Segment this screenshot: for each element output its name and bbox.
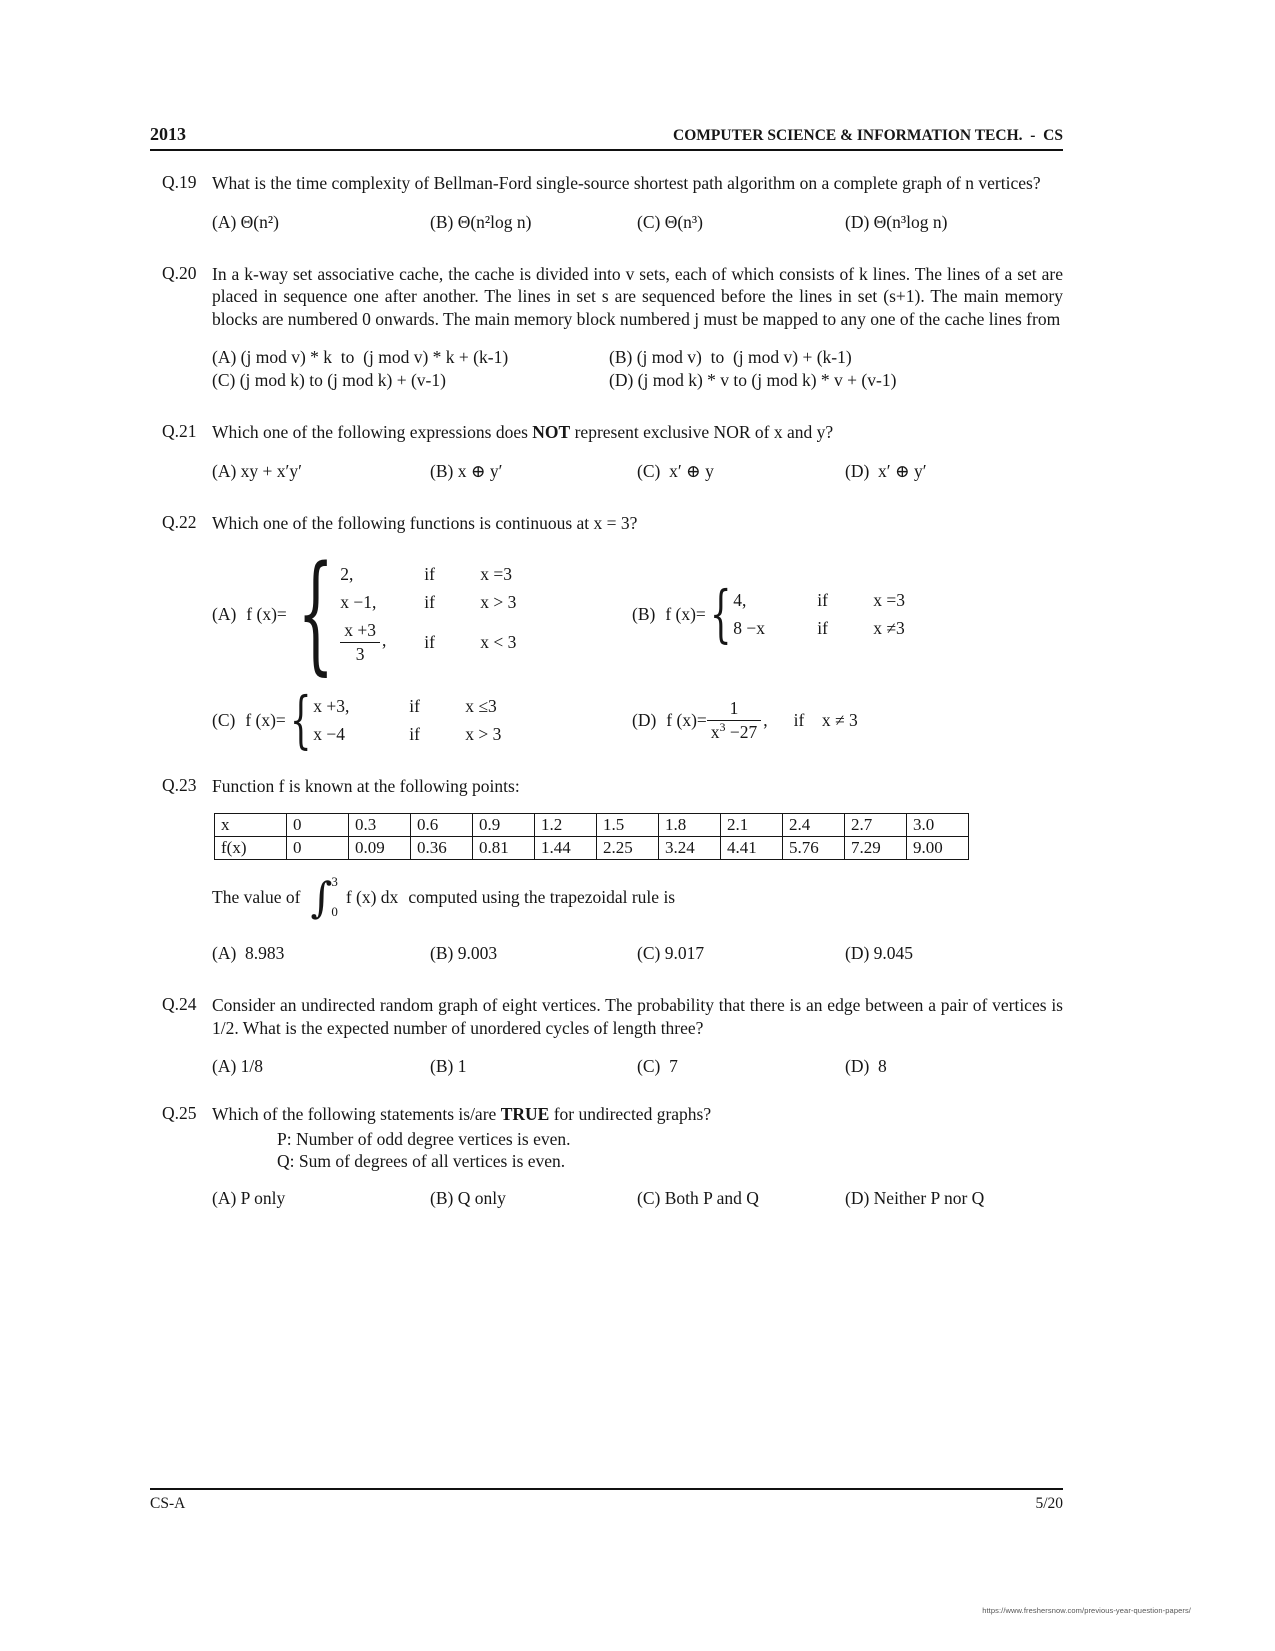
question-text	[212, 421, 1063, 444]
function-points-table	[214, 813, 969, 860]
question-number: Q.19	[162, 172, 197, 192]
curly-brace	[297, 560, 334, 669]
piecewise-cases	[313, 693, 501, 749]
case-row	[733, 586, 905, 614]
options-row	[212, 460, 1063, 482]
option: (D) Θ(n³log n)	[845, 211, 948, 232]
page-footer	[150, 1488, 1063, 1513]
question-text: What is the time complexity of Bellman-Ford single-source shortest path algorithm on a complete graph of n vertices?	[212, 173, 1041, 193]
option-a-function	[212, 560, 632, 669]
statement: P: Number of odd degree vertices is even.	[277, 1128, 571, 1149]
fx-equals: f (x)=	[665, 603, 706, 624]
question-text-pre: Which one of the following expressions does	[212, 422, 533, 442]
question-q20	[150, 263, 1063, 392]
question-number: Q.21	[162, 421, 197, 441]
fraction-denominator: 3	[340, 642, 380, 665]
question-number: Q.24	[162, 994, 197, 1015]
option: (D) (j mod k) * v to (j mod k) * v + (v-1)	[609, 370, 897, 390]
footer-paper-code: CS-A	[150, 1495, 186, 1512]
options-row	[212, 1055, 1063, 1077]
case-condition: x < 3	[480, 631, 517, 652]
option: (C) 7	[637, 1056, 678, 1077]
table-cell: 1.44	[535, 837, 597, 860]
table-row-x	[215, 814, 969, 837]
table-cell: 0.9	[473, 814, 535, 837]
fx-equals: f (x)=	[666, 710, 707, 731]
option: (D) 8	[845, 1056, 887, 1077]
case-expression: x −1,	[340, 591, 377, 612]
question-q22	[150, 512, 1063, 749]
fraction-denominator	[707, 720, 762, 743]
case-if: if	[424, 591, 435, 612]
page-header	[150, 124, 1063, 151]
case-condition: x =3	[480, 563, 512, 584]
den-rest: −27	[725, 722, 758, 743]
table-cell: 0.81	[473, 837, 535, 860]
table-cell: 0.09	[349, 837, 411, 860]
fraction-numerator: 1	[729, 698, 739, 719]
statements-list	[277, 1128, 1063, 1173]
integral-lower-limit: 0	[331, 904, 338, 920]
fx-equals: f (x)=	[246, 603, 287, 624]
table-cell: f(x)	[215, 837, 287, 860]
option-b-function	[632, 586, 1063, 642]
option: (B) 1	[430, 1056, 467, 1077]
table-row-fx	[215, 837, 969, 860]
option-label: (B)	[632, 603, 656, 624]
case-expression: x −4	[313, 724, 346, 745]
case-if: if	[409, 696, 420, 717]
question-text: Consider an undirected random graph of eight vertices. The probability that there is an edge between a pair of vertices is 1/2. What is the expected number of unordered cycles of length three?	[212, 995, 1063, 1038]
table-cell: 3.0	[907, 814, 969, 837]
statement: Q: Sum of degrees of all vertices is even.	[277, 1151, 566, 1172]
options-grid	[212, 346, 1063, 391]
fraction	[340, 620, 380, 665]
den-superscript: 3	[719, 720, 726, 735]
table-cell: 4.41	[721, 837, 783, 860]
option: (A) Θ(n²)	[212, 211, 279, 232]
option-d-function	[632, 698, 1063, 743]
table-cell: 2.1	[721, 814, 783, 837]
case-expression: 2,	[340, 563, 354, 584]
piecewise-cases	[733, 586, 905, 642]
case-condition: x =3	[873, 589, 906, 610]
case-condition: x ≤3	[465, 696, 497, 717]
question-text: Which one of the following functions is continuous at x = 3?	[212, 512, 638, 533]
case-row	[733, 614, 905, 642]
table-cell: 1.5	[597, 814, 659, 837]
option: (A) (j mod v) * k to (j mod v) * k + (k-1)	[212, 347, 509, 367]
case-row	[313, 721, 501, 749]
table-cell: 7.29	[845, 837, 907, 860]
options-row	[212, 1187, 1063, 1209]
table-cell: 1.8	[659, 814, 721, 837]
option: (A) 8.983	[212, 943, 285, 964]
question-text-pre: Which of the following statements is/are	[212, 1104, 501, 1125]
table-cell: 2.25	[597, 837, 659, 860]
table-cell: 0.36	[411, 837, 473, 860]
case-condition: x > 3	[480, 591, 517, 612]
question-number: Q.25	[162, 1103, 197, 1124]
table-cell: 0.6	[411, 814, 473, 837]
question-text-post: for undirected graphs?	[549, 1104, 712, 1125]
case-if: if	[817, 617, 828, 638]
header-year: 2013	[150, 124, 186, 144]
table-cell: 5.76	[783, 837, 845, 860]
table-cell: 3.24	[659, 837, 721, 860]
option: (A) P only	[212, 1187, 286, 1208]
question-q24	[150, 994, 1063, 1077]
question-number: Q.22	[162, 511, 197, 532]
question-q21	[150, 421, 1063, 482]
option: (B) Q only	[430, 1187, 506, 1208]
option: (B) (j mod v) to (j mod v) + (k-1)	[609, 347, 852, 367]
option: (A) 1/8	[212, 1056, 264, 1077]
footer-page-number: 5/20	[1035, 1495, 1063, 1512]
option: (D) Neither P nor Q	[845, 1187, 985, 1208]
comma: ,	[381, 630, 387, 651]
option: (C) Θ(n³)	[637, 211, 703, 232]
piecewise-cases	[340, 560, 516, 668]
option: (B) x ⊕ y′	[430, 460, 503, 481]
option: (C) (j mod k) to (j mod k) + (v-1)	[212, 370, 446, 390]
option: (B) 9.003	[430, 943, 498, 964]
option: (C) x′ ⊕ y	[637, 460, 714, 481]
case-row	[340, 616, 516, 668]
question-text-post: represent exclusive NOR of x and y?	[570, 422, 834, 442]
table-cell: 2.4	[783, 814, 845, 837]
integral-limits	[331, 874, 338, 920]
den-base: x	[710, 722, 720, 743]
fraction	[707, 698, 762, 743]
option: (C) 9.017	[637, 943, 705, 964]
case-if: if	[409, 724, 420, 745]
option: (C) Both P and Q	[637, 1187, 759, 1208]
integral-pre-text: The value of	[212, 886, 301, 907]
integral-upper-limit: 3	[331, 874, 338, 890]
questions-area	[150, 172, 1063, 1239]
case-expression: 8 −x	[733, 617, 766, 638]
options-row	[212, 211, 1063, 233]
question-text-bold: TRUE	[500, 1104, 550, 1125]
case-expression: 4,	[733, 589, 747, 610]
integral-sentence	[212, 874, 1063, 920]
case-row	[313, 693, 501, 721]
case-condition: if x ≠ 3	[793, 710, 858, 731]
option: (B) Θ(n²log n)	[430, 211, 532, 232]
case-row	[340, 560, 516, 588]
question-number: Q.20	[162, 262, 197, 283]
option-label: (A)	[212, 603, 237, 624]
question-text-bold: NOT	[532, 422, 571, 442]
question-text: Function f is known at the following points:	[212, 775, 520, 796]
curly-brace	[290, 694, 312, 747]
watermark-url: https://www.freshersnow.com/previous-year-question-papers/	[982, 1606, 1191, 1615]
question-text: In a k-way set associative cache, the cache is divided into v sets, each of which consists of k lines. The lines of a set are placed in sequence one after another. The lines in set s are sequenced before the lines in set (s+1). The main memory blocks are numbered 0 onwards. The main memory block numbered j must be mapped to any one of the cache lines from	[212, 263, 1063, 329]
question-text	[212, 1103, 1063, 1126]
case-if: if	[424, 631, 435, 652]
table-cell: 2.7	[845, 814, 907, 837]
table-cell: 0	[287, 837, 349, 860]
question-q19	[150, 172, 1063, 233]
header-title: COMPUTER SCIENCE & INFORMATION TECH. - CS	[673, 127, 1063, 144]
integral-post-text: computed using the trapezoidal rule is	[408, 886, 676, 907]
table-cell: 1.2	[535, 814, 597, 837]
options-row	[212, 942, 1063, 964]
fx-equals: f (x)=	[245, 710, 286, 731]
option: (D) x′ ⊕ y′	[845, 460, 927, 481]
table-cell: x	[215, 814, 287, 837]
integrand: f (x) dx	[345, 886, 399, 907]
table-cell: 9.00	[907, 837, 969, 860]
case-if: if	[424, 563, 435, 584]
table-cell: 0.3	[349, 814, 411, 837]
integral-expression	[310, 874, 337, 920]
question-q23	[150, 775, 1063, 965]
q22-options	[212, 560, 1063, 749]
case-if: if	[817, 589, 828, 610]
fraction-numerator: x +3	[344, 619, 376, 640]
case-expression: x +3,	[313, 696, 350, 717]
option-label: (C)	[212, 710, 236, 731]
case-expression	[340, 620, 424, 665]
option: (A) xy + x′y′	[212, 460, 302, 481]
curly-brace	[710, 588, 732, 641]
comma: ,	[763, 710, 768, 731]
question-number: Q.23	[162, 774, 197, 795]
option-label: (D)	[632, 710, 657, 731]
case-condition: x > 3	[465, 724, 502, 745]
question-q25	[150, 1103, 1063, 1209]
integral-sign: ∫	[310, 872, 333, 922]
case-condition: x ≠3	[873, 617, 905, 638]
case-row	[340, 588, 516, 616]
option-c-function	[212, 693, 632, 749]
table-cell: 0	[287, 814, 349, 837]
option: (D) 9.045	[845, 943, 914, 964]
